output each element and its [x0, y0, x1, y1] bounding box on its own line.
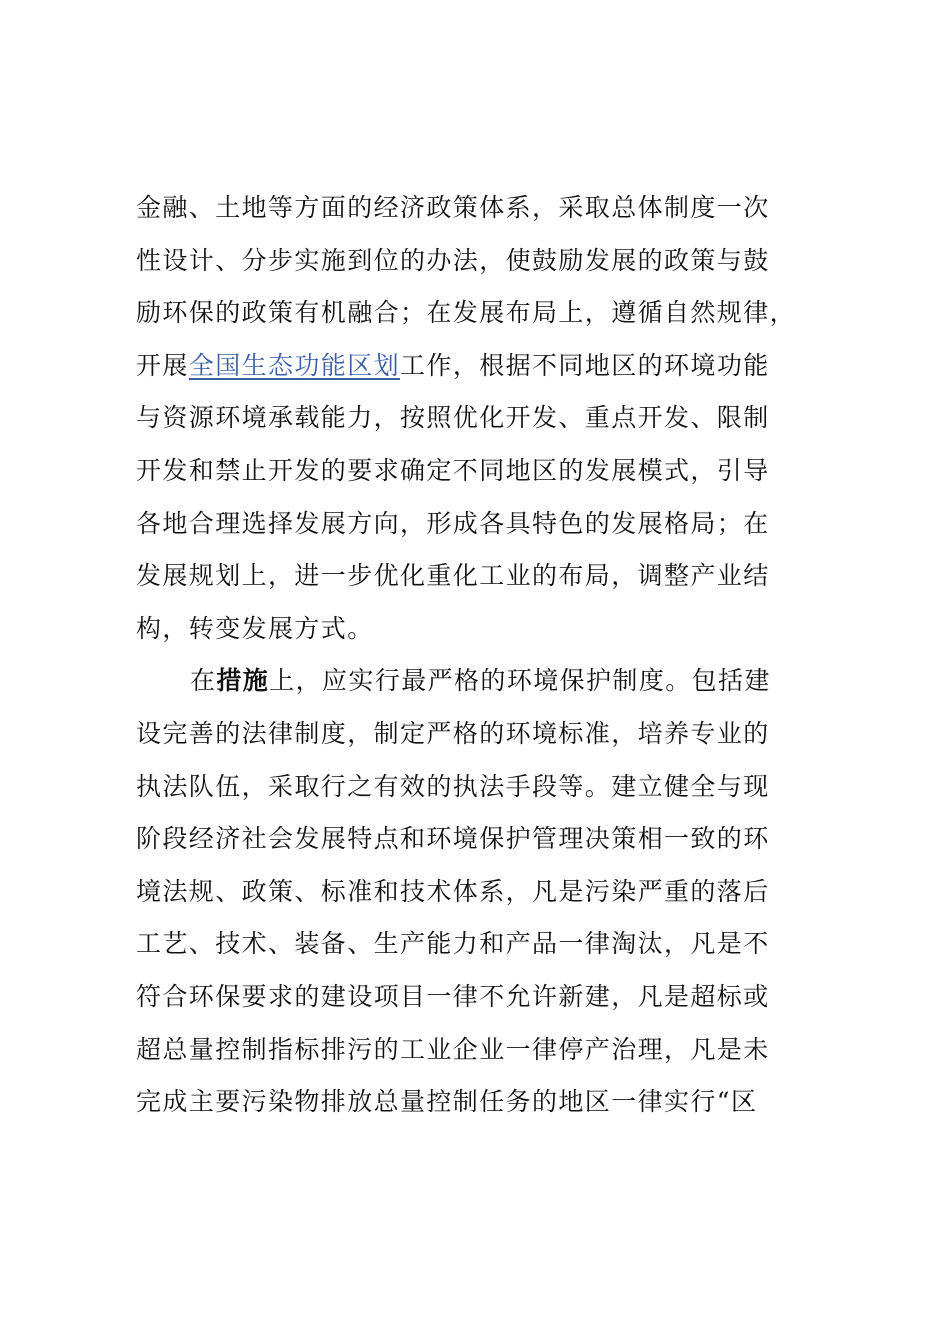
text-line: 执法队伍，采取行之有效的执法手段等。建立健全与现: [136, 771, 770, 801]
text-segment: 在: [190, 666, 217, 696]
text-line: 各地合理选择发展方向，形成各具特色的发展格局；在: [136, 508, 770, 538]
text-line: 超总量控制指标排污的工业企业一律停产治理，凡是未: [136, 1034, 770, 1064]
text-line: 阶段经济社会发展特点和环境保护管理决策相一致的环: [136, 824, 770, 854]
paragraph-economic-policy: [136, 182, 796, 655]
text-line: [136, 655, 796, 708]
text-segment: 开展: [136, 350, 189, 380]
text-line: 设完善的法律制度，制定严格的环境标准，培养专业的: [136, 718, 770, 748]
text-line: 符合环保要求的建设项目一律不允许新建，凡是超标或: [136, 981, 770, 1011]
text-line: [136, 340, 796, 393]
text-line: 境法规、政策、标准和技术体系，凡是污染严重的落后: [136, 876, 770, 906]
text-line: 开发和禁止开发的要求确定不同地区的发展模式，引导: [136, 455, 770, 485]
body-text: [136, 182, 796, 1129]
text-line: 金融、土地等方面的经济政策体系，采取总体制度一次: [136, 193, 770, 222]
text-segment: 工作，根据不同地区的环境功能: [400, 350, 770, 380]
text-line: 工艺、技术、装备、生产能力和产品一律淘汰，凡是不: [136, 929, 770, 959]
text-line: 与资源环境承载能力，按照优化开发、重点开发、限制: [136, 403, 770, 433]
text-line: 完成主要污染物排放总量控制任务的地区一律实行“区: [136, 1087, 758, 1117]
ecological-zoning-link[interactable]: 全国生态功能区划: [188, 350, 401, 380]
paragraph-measures: [136, 655, 796, 1128]
text-line: 构，转变发展方式。: [136, 613, 374, 643]
text-line: 性设计、分步实施到位的办法，使鼓励发展的政策与鼓: [136, 245, 770, 275]
text-line: 励环保的政策有机融合；在发展布局上，遵循自然规律，: [136, 298, 797, 328]
text-segment: 上，应实行最严格的环境保护制度。包括建: [269, 666, 771, 696]
bold-keyword: 措施: [216, 666, 270, 696]
text-line: 发展规划上，进一步优化重化工业的布局，调整产业结: [136, 561, 770, 591]
